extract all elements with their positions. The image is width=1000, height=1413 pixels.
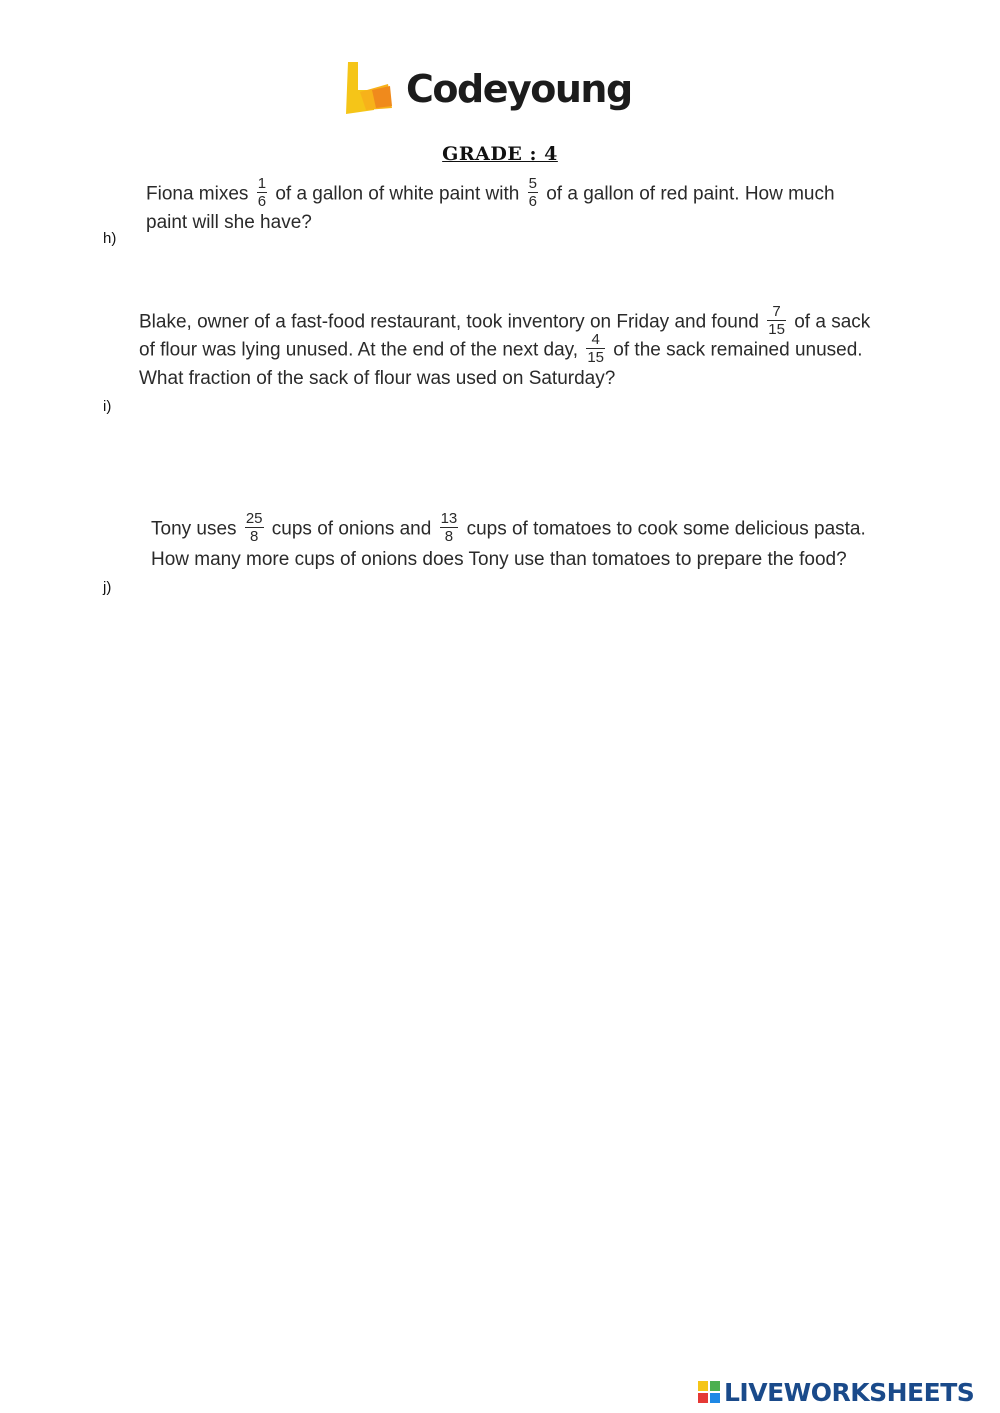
question-h-text (146, 175, 926, 238)
fraction (586, 332, 605, 365)
question-h-text-part: Fiona mixes (146, 183, 249, 205)
fraction (257, 176, 267, 209)
question-j-text-part: cups of onions and (271, 518, 432, 540)
fraction (440, 511, 459, 544)
fraction-numerator: 25 (245, 510, 263, 527)
fraction-numerator: 13 (440, 510, 458, 527)
question-i-text-part: Blake, owner of a fast-food restaurant, took inventory on Friday and found (139, 311, 759, 333)
fraction (767, 304, 786, 337)
question-i-label: i) (103, 398, 112, 415)
question-i-text-part: of flour was lying unused. At the end of the next day, (139, 339, 579, 361)
fraction-numerator: 1 (257, 175, 267, 192)
liveworksheets-logo-icon (698, 1381, 720, 1403)
question-j-text-part: Tony uses (151, 518, 237, 540)
question-i-line-3: What fraction of the sack of flour was used on Saturday? (139, 368, 616, 389)
question-h-label: h) (103, 230, 117, 247)
codeyoung-logo (344, 60, 664, 122)
codeyoung-logo-mark-icon (344, 60, 396, 116)
question-i-text (139, 303, 939, 396)
question-h-text-part: of a gallon of red paint. How much (546, 183, 835, 205)
question-j-line-2: How many more cups of onions does Tony use than tomatoes to prepare the food? (151, 549, 847, 570)
fraction (528, 176, 538, 209)
fraction-denominator: 6 (528, 193, 537, 210)
liveworksheets-brand: LIVEWORKSHEETS (724, 1378, 975, 1407)
fraction-numerator: 7 (767, 304, 786, 321)
question-j-text-part: cups of tomatoes to cook some delicious pasta. (466, 518, 866, 540)
question-j-label: j) (103, 579, 112, 596)
fraction-numerator: 4 (586, 332, 605, 349)
liveworksheets-footer (698, 1378, 998, 1408)
fraction-denominator: 6 (257, 193, 267, 210)
grade-title: GRADE : 4 (442, 143, 558, 165)
fraction (245, 511, 264, 544)
question-h-text-part: of a gallon of white paint with (275, 183, 520, 205)
fraction-denominator: 15 (768, 321, 785, 338)
fraction-numerator: 5 (528, 175, 537, 192)
question-i-text-part: of the sack remained unused. (613, 339, 863, 361)
question-i-text-part: of a sack (794, 311, 871, 333)
fraction-denominator: 15 (587, 349, 605, 366)
fraction-denominator: 8 (250, 528, 259, 545)
question-j-text (151, 510, 941, 577)
brand-name: Codeyoung (406, 67, 632, 111)
question-h-line-2: paint will she have? (146, 212, 312, 233)
fraction-denominator: 8 (444, 528, 454, 545)
